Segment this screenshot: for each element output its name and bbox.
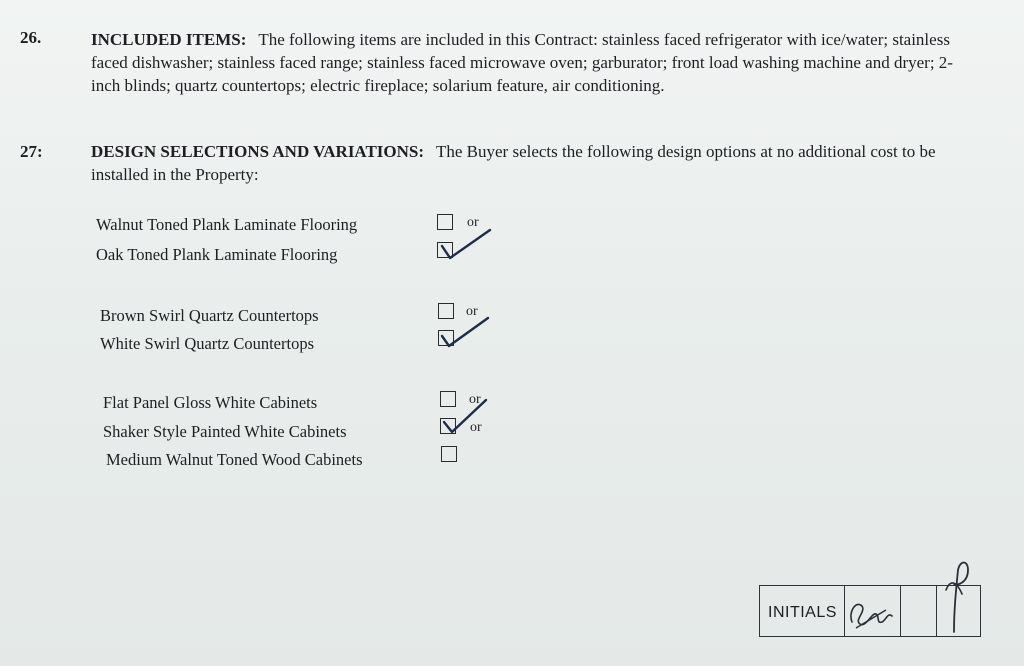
checkmark-icon <box>438 396 498 436</box>
option-label: Oak Toned Plank Laminate Flooring <box>96 245 338 264</box>
section-26-body <box>91 28 981 97</box>
section-26-heading: INCLUDED ITEMS: <box>91 30 247 49</box>
initials-box <box>759 585 981 637</box>
option-label: Brown Swirl Quartz Countertops <box>100 306 319 325</box>
option-label: Flat Panel Gloss White Cabinets <box>103 393 318 412</box>
checkmark-icon <box>436 224 496 264</box>
section-27-heading: DESIGN SELECTIONS AND VARIATIONS: <box>91 142 425 161</box>
or-text: or <box>467 215 479 230</box>
section-26-number: 26. <box>20 28 42 47</box>
option-label: White Swirl Quartz Countertops <box>100 334 315 353</box>
initials-label: INITIALS <box>768 604 837 621</box>
handwritten-initials-seller <box>940 560 980 636</box>
section-27-number: 27: <box>20 142 43 161</box>
initials-cell-spare[interactable] <box>900 586 935 636</box>
section-26-text: The following items are included in this Contract: stainless faced refrigerator with ice/water; stainless faced dishwasher; stainless faced range; stainless faced microwave oven; garburator; front load washing machine and dryer; 2-inch blinds; quartz countertops; electric fireplace; solarium feature, air conditioning. <box>91 30 953 95</box>
section-27-body <box>91 140 981 186</box>
option-checkbox[interactable] <box>441 446 457 462</box>
checkmark-icon <box>436 312 496 352</box>
option-label: Shaker Style Painted White Cabinets <box>103 422 347 441</box>
option-label: Medium Walnut Toned Wood Cabinets <box>106 450 363 469</box>
or-text: or <box>466 304 478 319</box>
section-27-text: The Buyer selects the following design options at no additional cost to be installed in the Property: <box>91 142 936 184</box>
option-label: Walnut Toned Plank Laminate Flooring <box>96 215 358 234</box>
or-text: or <box>469 392 481 407</box>
or-text: or <box>470 420 482 435</box>
handwritten-initials-buyer <box>846 592 898 632</box>
